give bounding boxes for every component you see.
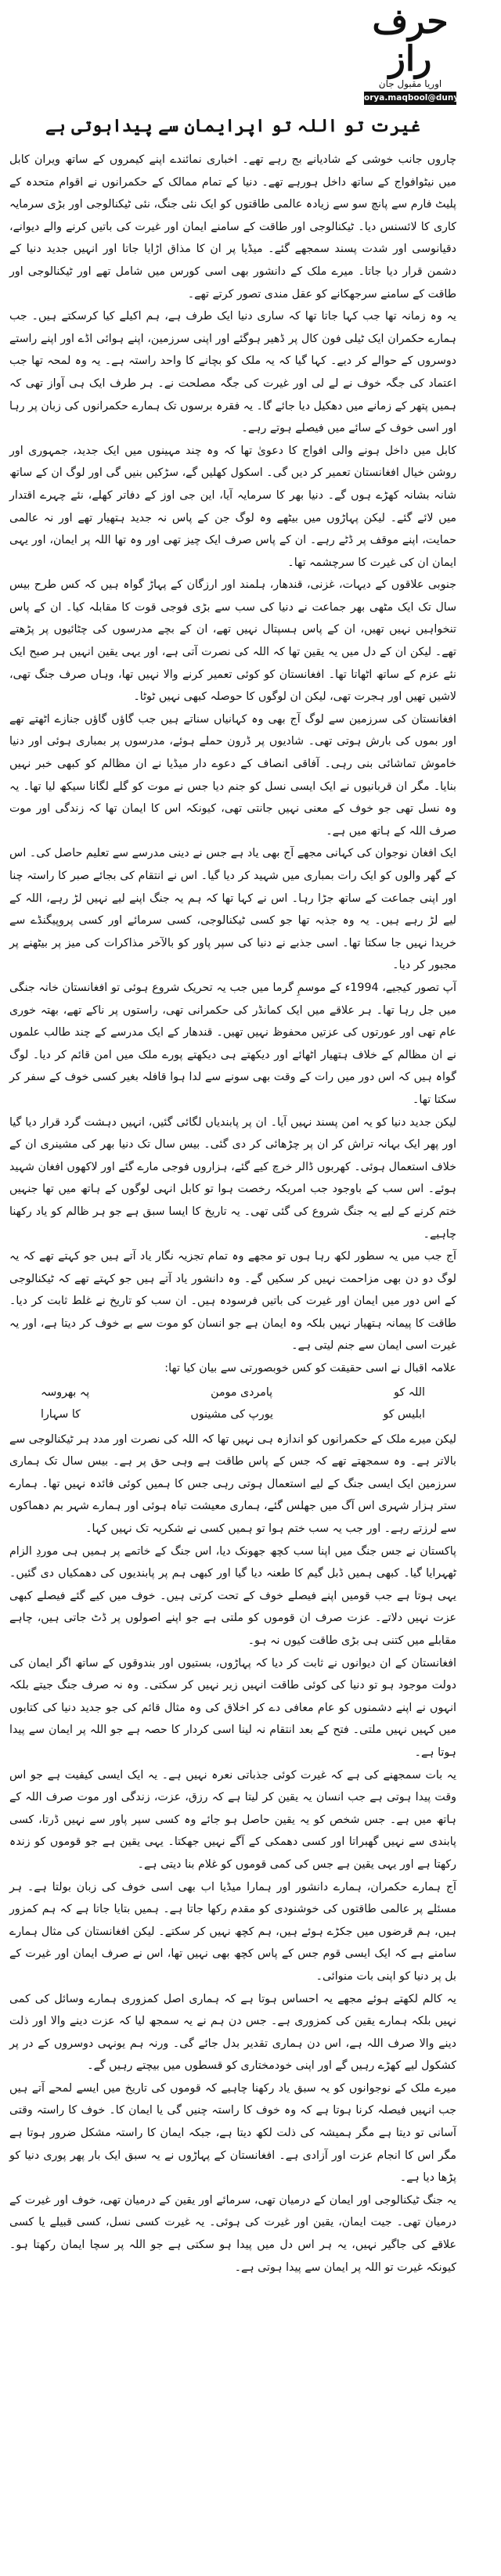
verse-line — [41, 1382, 425, 1403]
verse-segment: یورپ کی مشینوں — [190, 1407, 273, 1421]
paragraph: پاکستان نے جس جنگ میں اپنا سب کچھ جھونک دیا، اس جنگ کے خاتمے پر ہمیں ہی موردِ الزام ٹھہرایا گیا۔ کبھی ہمیں ڈبل گیم کا طعنہ دیا گیا اور کبھی ہم پر پابندیوں کی دھمکیاں دی گئیں۔ یہی ہوتا ہے جب قومیں اپنے فیصلے خوف کے تحت کرتی ہیں۔ خوف میں کیے گئے فیصلے کبھی عزت نہیں دلاتے۔ عزت صرف ان قوموں کو ملتی ہے جو اپنے اصولوں پر ڈٹ جاتی ہیں، چاہے مقابلے میں کتنی ہی بڑی طاقت کیوں نہ ہو۔ — [9, 1544, 456, 1647]
verse-segment: کا سہارا — [41, 1407, 81, 1421]
paragraph: آج ہمارے حکمران، ہمارے دانشور اور ہمارا میڈیا اب بھی اسی خوف کی زبان بولتا ہے۔ ہر مسئلے پر عالمی طاقتوں کی خوشنودی کو مقدم رکھا جاتا ہے۔ ہمیں بتایا جاتا ہے کہ ہم کمزور ہیں، ہم قرضوں میں جکڑے ہوئے ہیں، ہم کچھ نہیں کر سکتے۔ لیکن افغانستان کی مثال ہمارے سامنے ہے کہ ایک ایسی قوم جس کے پاس کچھ بھی نہیں تھا، اس نے صرف ایمان اور غیرت کے بل پر دنیا کو اپنی بات منوائی۔ — [9, 1880, 456, 1983]
column-logo — [364, 2, 501, 105]
paragraph: یہ کالم لکھتے ہوئے مجھے یہ احساس ہوتا ہے کہ ہماری اصل کمزوری ہمارے وسائل کی کمی نہیں بلکہ ہمارے یقین کی کمزوری ہے۔ جس دن ہم نے یہ سمجھ لیا کہ عزت دینے والا اور ذلت دینے والا صرف اللہ ہے، اس دن ہماری تقدیر بدل جائے گی۔ ورنہ ہم یونہی دوسروں کے در پر کشکول لیے کھڑے رہیں گے اور اپنی خودمختاری کو قسطوں میں بیچتے رہیں گے۔ — [9, 1992, 456, 2073]
verse-intro: علامہ اقبال نے اسی حقیقت کو کس خوبصورتی سے بیان کیا تھا: — [164, 1362, 456, 1375]
verse-line — [41, 1403, 425, 1425]
paragraph: ایک افغان نوجوان کی کہانی مجھے آج بھی یاد ہے جس نے دینی مدرسے سے تعلیم حاصل کی۔ اس کے گھر والوں کو ایک رات بمباری میں شہید کر دیا گیا۔ اس نے انتقام کی بجائے صبر کا راستہ چنا اور اپنی جماعت کے ساتھ جڑا رہا۔ اس نے کہا تھا کہ ہم یہ جنگ اپنے لیے نہیں لڑ رہے، اللہ کے لیے لڑ رہے ہیں۔ یہ وہ جذبہ تھا جو کسی ٹیکنالوجی، کسی سرمائے اور کسی پروپیگنڈے سے خریدا نہیں جا سکتا تھا۔ اسی جذبے نے دنیا کی سپر پاور کو بالآخر مذاکرات کی میز پر بیٹھنے پر مجبور کر دیا۔ — [9, 847, 456, 972]
paragraph: یہ جنگ ٹیکنالوجی اور ایمان کے درمیان تھی، سرمائے اور یقین کے درمیان تھی، خوف اور غیرت کے درمیان تھی۔ جیت ایمان، یقین اور غیرت کی ہوئی۔ یہ غیرت کسی نسل، کسی قبیلے یا کسی علاقے کی جاگیر نہیں، یہ ہر اس دل میں پیدا ہو سکتی ہے جو اللہ پر سچا ایمان رکھتا ہو۔ کیونکہ غیرت تو اللہ پر ایمان سے پیدا ہوتی ہے۔ — [9, 2193, 456, 2274]
article-body — [9, 149, 456, 2279]
paragraph: لیکن جدید دنیا کو یہ امن پسند نہیں آیا۔ ان پر پابندیاں لگائی گئیں، انہیں دہشت گرد قرار دیا گیا اور پھر ایک بہانہ تراش کر ان پر چڑھائی کر دی گئی۔ بیس سال تک دنیا بھر کی مشینری ان کے خلاف استعمال ہوئی۔ کھربوں ڈالر خرچ کیے گئے، ہزاروں فوجی مارے گئے اور لاکھوں افغان شہید ہوئے۔ اس سب کے باوجود جب امریکہ رخصت ہوا تو کابل انہی لوگوں کے ہاتھ میں تھا جنہیں ختم کرنے کے لیے یہ جنگ شروع کی گئی تھی۔ یہ تاریخ کا ایسا سبق ہے جو ہر ظالم کو یاد رکھنا چاہیے۔ — [9, 1115, 456, 1241]
paragraph: یہ بات سمجھنے کی ہے کہ غیرت کوئی جذباتی نعرہ نہیں ہے۔ یہ ایک ایسی کیفیت ہے جو اس وقت پیدا ہوتی ہے جب انسان یہ یقین کر لیتا ہے کہ رزق، عزت، زندگی اور موت صرف اللہ کے ہاتھ میں ہے۔ جس شخص کو یہ یقین حاصل ہو جائے وہ کسی سپر پاور سے نہیں ڈرتا، کسی پابندی سے نہیں گھبراتا اور کسی دھمکی کے آگے نہیں جھکتا۔ یہی یقین ہے جو قوموں کو زندہ رکھتا ہے اور یہی یقین ہے جس کی کمی قوموں کو غلام بنا دیتی ہے۔ — [9, 1768, 456, 1871]
paragraph: آج جب میں یہ سطور لکھ رہا ہوں تو مجھے وہ تمام تجزیہ نگار یاد آتے ہیں جو کہتے تھے کہ یہ لوگ دو دن بھی مزاحمت نہیں کر سکیں گے۔ وہ دانشور یاد آتے ہیں جو کہتے تھے کہ ٹیکنالوجی کے اس دور میں ایمان اور غیرت کی باتیں فرسودہ ہیں۔ ان سب کو تاریخ نے غلط ثابت کر دیا۔ طاقت کا پیمانہ ہتھیار نہیں بلکہ وہ ایمان ہے جو انسان کو موت سے بے خوف کر دیتا ہے، اور یہ غیرت اسی ایمان سے جنم لیتی ہے۔ — [9, 1250, 456, 1353]
masthead — [9, 0, 501, 105]
paragraph: افغانستان کے ان دیوانوں نے ثابت کر دیا کہ پہاڑوں، بستیوں اور بندوقوں کے ساتھ اگر ایمان کی دولت موجود ہو تو دنیا کی کوئی طاقت انہیں زیر نہیں کر سکتی۔ وہ نہ صرف جنگ جیتے بلکہ انہوں نے اپنے دشمنوں کو عام معافی دے کر اخلاق کی وہ مثال قائم کی جو جدید دنیا کی کتابوں میں کہیں نہیں ملتی۔ فتح کے بعد انتقام نہ لینا اسی کردار کا حصہ ہے جو اللہ پر ایمان سے پیدا ہوتا ہے۔ — [9, 1656, 456, 1759]
paragraph: میرے ملک کے نوجوانوں کو یہ سبق یاد رکھنا چاہیے کہ قوموں کی تاریخ میں ایسے لمحے آتے ہیں جب انہیں فیصلہ کرنا ہوتا ہے کہ وہ خوف کا راستہ چنیں گی یا ایمان کا۔ خوف کا راستہ وقتی آسانی تو دیتا ہے مگر ہمیشہ کی ذلت لکھ دیتا ہے، جبکہ ایمان کا راستہ مشکل ضرور ہوتا ہے مگر اس کا انجام عزت اور آزادی ہے۔ افغانستان کے پہاڑوں نے یہ سبق ایک بار پھر پوری دنیا کو پڑھا دیا ہے۔ — [9, 2081, 456, 2185]
column-logo-mark: حرف راز — [372, 2, 449, 79]
paragraph: لیکن میرے ملک کے حکمرانوں کو اندازہ ہی نہیں تھا کہ اللہ کی نصرت اور مدد ہر ٹیکنالوجی سے بالاتر ہے۔ وہ سمجھتے تھے کہ جس کے پاس طاقت ہے وہی حق پر ہے۔ بیس سال تک ہماری سرزمین ایک ایسی جنگ کے لیے استعمال ہوتی رہی جس کا ہمیں کوئی فائدہ نہیں تھا۔ ہمارے ستر ہزار شہری اس آگ میں جھلس گئے، ہماری معیشت تباہ ہوئی اور ہمارے شہر بم دھماکوں سے لرزتے رہے۔ اور جب یہ سب ختم ہوا تو ہمیں کسی نے شکریہ تک نہیں کہا۔ — [9, 1432, 456, 1536]
verse-segment: پہ بھروسہ — [41, 1385, 90, 1399]
paragraph: جنوبی علاقوں کے دیہات، غزنی، قندھار، ہلمند اور ارزگان کے پہاڑ گواہ ہیں کہ کس طرح بیس سال تک ایک مٹھی بھر جماعت نے دنیا کی سب سے بڑی فوجی قوت کا مقابلہ کیا۔ ان کے پاس تنخواہیں نہیں تھیں، ان کے پاس ہسپتال نہیں تھے، ان کے بچے مدرسوں کی چٹائیوں پر پڑھتے تھے۔ لیکن ان کے دل میں یہ یقین تھا کہ اللہ کی نصرت آتی ہے، اور یہی یقین انہیں ہر صبح ایک نئے عزم کے ساتھ اٹھاتا تھا۔ افغانستان کو کوئی تعمیر کرنے والا نہیں تھا، وہاں صرف جنگ تھی، لاشیں تھیں اور ہجرت تھی، لیکن ان لوگوں کا حوصلہ کبھی نہیں ٹوٹا۔ — [9, 578, 456, 704]
author-email[interactable]: orya.maqbool@dunya.com.pk — [364, 92, 456, 105]
paragraph: کابل میں داخل ہونے والی افواج کا دعویٰ تھا کہ وہ چند مہینوں میں ایک جدید، جمہوری اور روشن خیال افغانستان تعمیر کر دیں گی۔ اسکول کھلیں گے، سڑکیں بنیں گی اور لوگ ان کے ساتھ شانہ بشانہ کھڑے ہوں گے۔ دنیا بھر کا سرمایہ آیا، این جی اوز کے دفاتر کھلے، نئے چہرے اقتدار میں لائے گئے۔ لیکن پہاڑوں میں بیٹھے وہ لوگ جن کے پاس نہ جدید ہتھیار تھے اور نہ عالمی حمایت، اپنے موقف پر ڈٹے رہے۔ ان کے پاس صرف ایک چیز تھی اور وہ تھا اللہ پر ایمان، اور یہی ایمان ان کی غیرت کا سرچشمہ تھا۔ — [9, 444, 456, 569]
verse-segment: پامردی مومن — [211, 1385, 273, 1399]
paragraph: افغانستان کی سرزمین سے لوگ آج بھی وہ کہانیاں سناتے ہیں جب گاؤں گاؤں جنازے اٹھتے تھے اور بموں کی بارش ہوتی تھی۔ شادیوں پر ڈرون حملے ہوئے، مدرسوں پر بمباری ہوئی اور دنیا خاموش تماشائی بنی رہی۔ آفاقی انصاف کے دعوے دار میڈیا نے ان مظالم کو کبھی خبر نہیں بنایا۔ مگر ان قربانیوں نے ایک ایسی نسل کو جنم دیا جس نے موت کو گلے لگانا سیکھ لیا تھا۔ یہ وہ نسل تھی جو خوف کے معنی نہیں جانتی تھی، کیونکہ اس کا ایمان تھا کہ زندگی اور موت صرف اللہ کے ہاتھ میں ہے۔ — [9, 712, 456, 838]
paragraph: یہ وہ زمانہ تھا جب کہا جاتا تھا کہ ساری دنیا ایک طرف ہے، ہم اکیلے کیا کرسکتے ہیں۔ جب ہمارے حکمران ایک ٹیلی فون کال پر ڈھیر ہوگئے اور اپنی سرزمین، اپنے ہوائی اڈے اور اپنے راستے دوسروں کے حوالے کر دیے۔ کہا گیا کہ یہ ملک کو بچانے کا واحد راستہ ہے۔ یہ وہ لمحہ تھا جب اعتماد کی جگہ خوف نے لے لی اور غیرت کی جگہ مصلحت نے۔ ہر طرف ایک ہی آواز تھی کہ ہمیں پتھر کے زمانے میں دھکیل دیا جائے گا۔ یہ فقرہ برسوں تک ہمارے حکمرانوں کی زبان پر رہا اور اسی خوف کے سائے میں فیصلے ہوتے رہے۔ — [9, 310, 456, 435]
paragraph: آپ تصور کیجیے، 1994ء کے موسمِ گرما میں جب یہ تحریک شروع ہوئی تو افغانستان خانہ جنگی میں جل رہا تھا۔ ہر علاقے میں ایک کمانڈر کی حکمرانی تھی، راستوں پر ناکے تھے، بھتہ خوری عام تھی اور عورتوں کی عزتیں محفوظ نہیں تھیں۔ قندھار کے ایک مدرسے کے چند طالب علموں نے ان مظالم کے خلاف ہتھیار اٹھائے اور دیکھتے ہی دیکھتے پورے ملک میں امن قائم کر دیا۔ لوگ گواہ ہیں کہ اس دور میں رات کے وقت بھی سونے سے لدا ہوا قافلہ بغیر کسی خوف کے سفر کر سکتا تھا۔ — [9, 981, 456, 1106]
verse-segment: ابلیس کو — [383, 1407, 425, 1421]
headline: غیرت تو اللہ تو اپرایمان سے پیداہوتی ہے — [45, 116, 420, 136]
iqbal-verse — [41, 1382, 425, 1425]
paragraph: چاروں جانب خوشی کے شادیانے بج رہے تھے۔ اخباری نمائندے اپنے کیمروں کے ساتھ ویران کابل میں نیٹوافواج کے ساتھ داخل ہورہے تھے۔ دنیا کے تمام ممالک کے حکمرانوں نے اقوام متحدہ کے پلیٹ فارم سے پانچ سو سے زیادہ عالمی طاقتوں کو ایک نئی جنگ، نئی ٹیکنالوجی اور بڑی سرمایہ کاری کا لائسنس دیا۔ ٹیکنالوجی اور طاقت کے سامنے ایمان اور غیرت کی باتیں کرنے والے دیوانے، دقیانوسی اور شدت پسند سمجھے گئے۔ میڈیا پر ان کا مذاق اڑایا جاتا اور انہیں جدید دنیا کے دشمن قرار دیا جاتا۔ میرے ملک کے دانشور بھی اسی کورس میں شامل تھے اور ٹیکنالوجی اور طاقت کے سامنے سرجھکانے کو عقل مندی تصور کرتے تھے۔ — [9, 153, 456, 301]
verse-segment: اللہ کو — [394, 1385, 425, 1399]
author-name: اوریا مقبول جان — [378, 78, 442, 89]
